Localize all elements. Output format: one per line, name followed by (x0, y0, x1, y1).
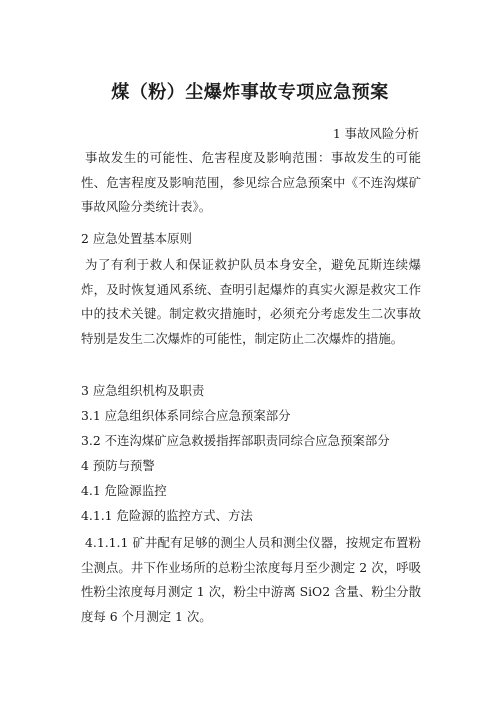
section-3-1: 3.1 应急组织体系同综合应急预案部分 (81, 408, 291, 423)
section-3-heading: 3 应急组织机构及职责 (81, 383, 205, 398)
section-4-1: 4.1 危险源监控 (81, 483, 167, 498)
section-2-heading: 2 应急处置基本原则 (81, 231, 192, 246)
section-2-body: 为了有利于救人和保证救护队员本身安全，避免瓦斯连续爆炸，及时恢复通风系统、查明引起爆炸的真实火源是救灾工作中的技术关键。制定救灾措施时，必须充分考虑发生二次事故特别是发生二次爆炸的可能性，制定防止二次爆炸的措施。 (81, 257, 421, 346)
section-4-heading: 4 预防与预警 (81, 458, 155, 473)
document-title: 煤（粉）尘爆炸事故专项应急预案 (111, 82, 389, 103)
section-1-body: 事故发生的可能性、危害程度及影响范围：事故发生的可能性、危害程度及影响范围，参见综合应急预案中《不连沟煤矿事故风险分类统计表》。 (81, 150, 421, 215)
section-4-1-1-1: 4.1.1.1 矿井配有足够的测尘人员和测尘仪器，按规定布置粉尘测点。井下作业场所的总粉尘浓度每月至少测定 2 次，呼吸性粉尘浓度每月测定 1 次，粉尘中游离 SiO2 含量、粉尘分散度每 6 个月测定 1 次。 (81, 535, 421, 624)
section-3-2: 3.2 不连沟煤矿应急救援指挥部职责同综合应急预案部分 (81, 433, 390, 448)
section-4-1-1: 4.1.1 危险源的监控方式、方法 (81, 508, 253, 523)
section-1-heading: 1 事故风险分析 (332, 126, 419, 141)
